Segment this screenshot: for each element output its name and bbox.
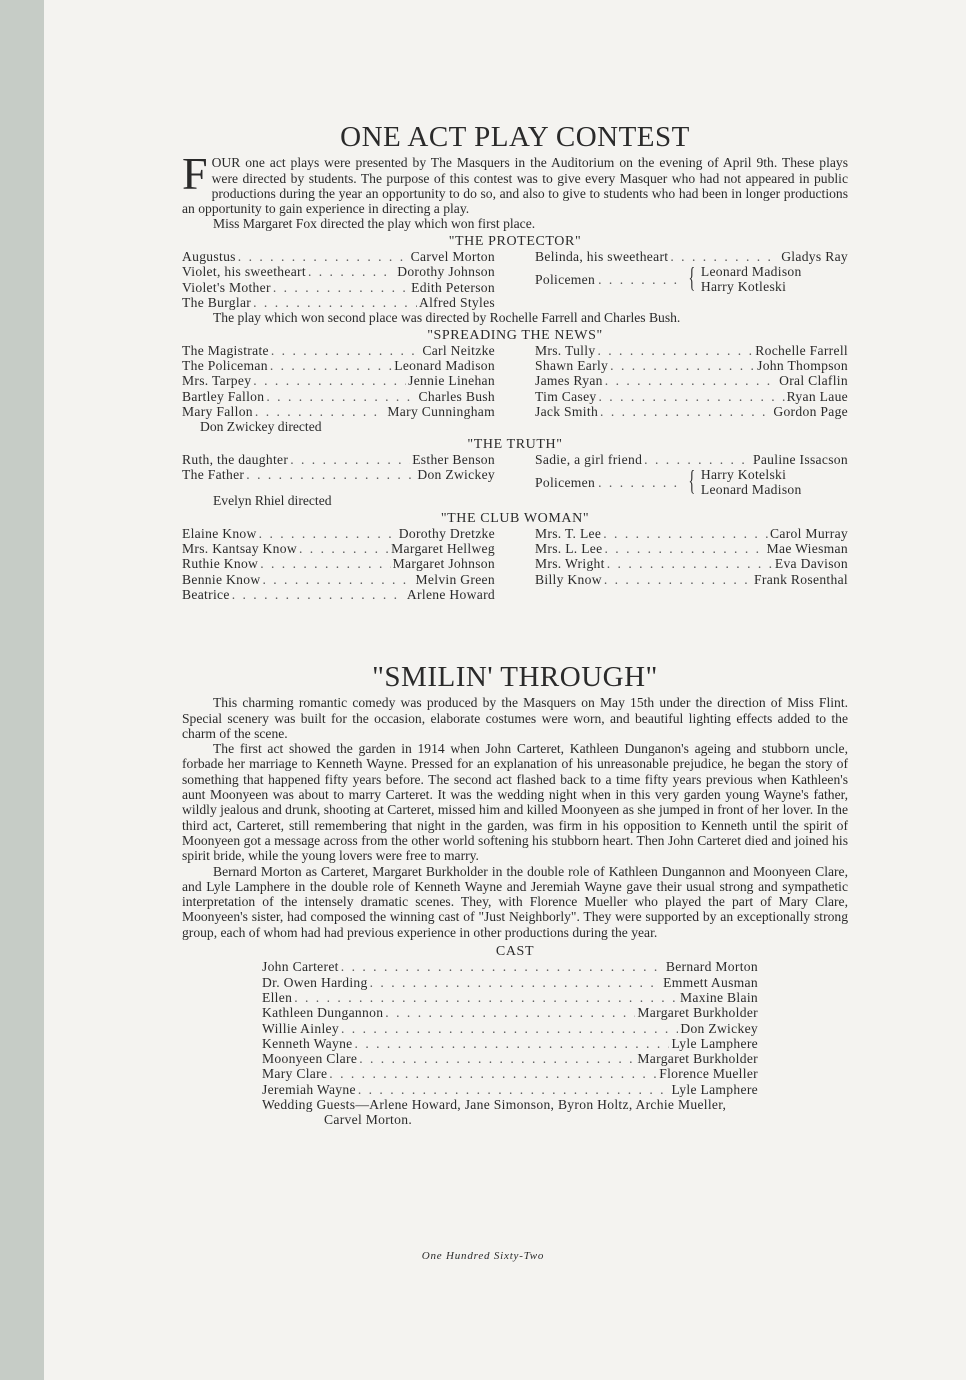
role: Bartley Fallon bbox=[182, 388, 265, 404]
role: Policemen bbox=[535, 474, 596, 490]
actor: Don Zwickey bbox=[680, 1020, 758, 1036]
protector-cast-right bbox=[535, 249, 848, 310]
dot-leader bbox=[271, 343, 420, 358]
cast-row bbox=[182, 295, 495, 310]
wedding-guests: Wedding Guests—Arlene Howard, Jane Simonson, Byron Holtz, Archie Mueller, Carvel Morton. bbox=[262, 1097, 727, 1128]
dot-leader bbox=[308, 264, 395, 279]
role: Mrs. Tarpey bbox=[182, 373, 252, 389]
dot-leader bbox=[238, 249, 409, 264]
dot-leader bbox=[604, 541, 764, 556]
actor: Ryan Laue bbox=[786, 388, 848, 404]
smilin-cast-list bbox=[262, 959, 758, 1127]
play-title-protector: "THE PROTECTOR" bbox=[448, 233, 582, 249]
play-title-spreading-the-news: "SPREADING THE NEWS" bbox=[427, 327, 603, 343]
second-director-line: The play which won second place was directed by Rochelle Farrell and Charles Bush. bbox=[213, 310, 681, 326]
role: Kenneth Wayne bbox=[262, 1035, 353, 1051]
dot-leader bbox=[246, 467, 415, 482]
actor: Leonard Madison bbox=[700, 264, 802, 280]
actor: Dorothy Dretzke bbox=[398, 525, 495, 541]
role: Ellen bbox=[262, 989, 293, 1005]
role: Billy Know bbox=[535, 571, 602, 587]
actor: Harry Kotelski bbox=[700, 467, 787, 483]
dot-leader bbox=[598, 475, 682, 490]
cast-row bbox=[535, 249, 848, 264]
cast-row bbox=[182, 373, 495, 388]
role: Mrs. Wright bbox=[535, 556, 605, 572]
actor: Leonard Madison bbox=[394, 358, 495, 374]
cast-row bbox=[262, 1051, 758, 1066]
protector-cast bbox=[182, 249, 848, 310]
dot-leader bbox=[605, 373, 777, 388]
spreading-director: Don Zwickey directed bbox=[200, 419, 322, 435]
cast-row bbox=[535, 343, 848, 358]
role: Ruth, the daughter bbox=[182, 451, 289, 467]
dot-leader bbox=[341, 1021, 678, 1036]
actor: Maxine Blain bbox=[680, 989, 758, 1005]
dot-leader bbox=[253, 373, 406, 388]
role: The Father bbox=[182, 467, 245, 483]
policemen-row bbox=[535, 467, 848, 497]
actor: Eva Davison bbox=[774, 556, 848, 572]
cast-row bbox=[182, 389, 495, 404]
actor: Lyle Lamphere bbox=[671, 1081, 758, 1097]
cast-row bbox=[262, 1021, 758, 1036]
actor: Margaret Hellweg bbox=[391, 541, 495, 557]
cast-row bbox=[182, 404, 495, 419]
actor: Mae Wiesman bbox=[766, 541, 848, 557]
cast-row bbox=[182, 526, 495, 541]
actor: Frank Rosenthal bbox=[754, 571, 848, 587]
dot-leader bbox=[262, 572, 413, 587]
actor: Harry Kotleski bbox=[700, 279, 787, 295]
actor: Rochelle Farrell bbox=[755, 342, 848, 358]
role: The Magistrate bbox=[182, 342, 269, 358]
cast-heading: CAST bbox=[495, 944, 535, 960]
dot-leader bbox=[260, 556, 390, 571]
dot-leader bbox=[294, 990, 678, 1005]
role: Shawn Early bbox=[535, 358, 609, 374]
role: Violet, his sweetheart bbox=[182, 264, 306, 280]
dot-leader bbox=[370, 975, 661, 990]
dot-leader bbox=[273, 280, 409, 295]
club-cast bbox=[182, 526, 848, 602]
spreading-cast-right bbox=[535, 343, 848, 419]
role: Policemen bbox=[535, 271, 596, 287]
intro-text: OUR one act plays were presented by The Masquers in the Auditorium on the evening of April 9th. These plays were directed by students. The purpose of this contest was to give every Masquer who had not appeared in public productions during the year an opportunity to do so, and also to give to students who had been in longer productions an opportunity to gain experience in directing a play. bbox=[182, 155, 848, 217]
actor: Mary Cunningham bbox=[387, 404, 495, 420]
actor: Jennie Linehan bbox=[408, 373, 495, 389]
truth-cast bbox=[182, 452, 848, 497]
actor: Carvel Morton bbox=[410, 249, 495, 265]
page-number-footer: One Hundred Sixty-Two bbox=[421, 1250, 545, 1262]
truth-cast-right bbox=[535, 452, 848, 497]
dot-leader bbox=[385, 1005, 635, 1020]
cast-row bbox=[535, 452, 848, 467]
dot-leader bbox=[603, 526, 768, 541]
smilin-paragraph: The first act showed the garden in 1914 when John Carteret, Kathleen Dunganon's ageing and stubborn uncle, forbade her marriage to Kenneth Wayne. Pressed for an explanation of his unreasonable prejudice, he began the story of something that happened fifty years before. The second act flashed back to a time fifty years previous when Kathleen's aunt Moonyeen was about to marry Carteret. It was the wedding night when in this very garden young Wayne's father, wildly jealous and drunk, shooting at Carteret, missed him and killed Moonyeen as she jumped in front of her lover. In the third act, Carteret, still remembering that night in the garden, was firm in his opposition to Kenneth until the spirit of Moonyeen got a message across from the other world softening his stubborn heart. Then John Carteret died and joined his spirit bride, while the young lovers were free to marry. bbox=[182, 741, 848, 864]
dot-leader bbox=[355, 1036, 670, 1051]
contest-title: ONE ACT PLAY CONTEST bbox=[340, 121, 690, 153]
club-cast-right bbox=[535, 526, 848, 602]
cast-row bbox=[262, 1066, 758, 1081]
cast-row bbox=[535, 526, 848, 541]
role: John Carteret bbox=[262, 959, 339, 975]
actor: Carl Neitzke bbox=[422, 342, 495, 358]
cast-row bbox=[182, 467, 495, 482]
policemen-names bbox=[701, 467, 802, 497]
dot-leader bbox=[299, 541, 389, 556]
dot-leader bbox=[598, 272, 682, 287]
cast-row bbox=[262, 959, 758, 974]
role: Kathleen Dungannon bbox=[262, 1005, 384, 1021]
smilin-paragraph: Bernard Morton as Carteret, Margaret Burkholder in the double role of Kathleen Dungannon and Moonyeen Clare, and Lyle Lamphere in the double role of Kenneth Wayne and Jeremiah Wayne gave their usual strong and sympathetic interpretation of the intensely dramatic scenes. They, with Florence Mueller who played the part of Mary Clare, Moonyeen's sister, had composed the winning cast of "Just Neighborly". They were supported by an exceptionally strong group, each of whom had had previous experience in other productions during the year. bbox=[182, 863, 848, 940]
actor: Margaret Burkholder bbox=[637, 1005, 758, 1021]
actor: Oral Claflin bbox=[779, 373, 848, 389]
actor: Lyle Lamphere bbox=[671, 1035, 758, 1051]
dot-leader bbox=[604, 572, 752, 587]
dot-leader bbox=[259, 526, 397, 541]
actor: Gladys Ray bbox=[781, 249, 848, 265]
actor: John Thompson bbox=[757, 358, 848, 374]
smilin-section bbox=[182, 661, 848, 1128]
cast-row bbox=[182, 452, 495, 467]
actor: Don Zwickey bbox=[417, 467, 495, 483]
cast-row bbox=[262, 1036, 758, 1051]
dot-leader bbox=[600, 404, 771, 419]
role: Willie Ainley bbox=[262, 1020, 339, 1036]
dot-leader bbox=[329, 1066, 657, 1081]
intro-paragraph bbox=[182, 148, 848, 217]
dot-leader bbox=[607, 556, 773, 571]
smilin-title: "SMILIN' THROUGH" bbox=[372, 661, 658, 693]
club-cast-left bbox=[182, 526, 495, 602]
actor: Margaret Burkholder bbox=[637, 1051, 758, 1067]
actor: Melvin Green bbox=[415, 571, 495, 587]
dot-leader bbox=[255, 404, 386, 419]
role: Dr. Owen Harding bbox=[262, 974, 368, 990]
spreading-cast bbox=[182, 343, 848, 419]
actor: Pauline Issacson bbox=[752, 451, 848, 467]
role: Augustus bbox=[182, 249, 236, 265]
dot-leader bbox=[670, 249, 779, 264]
play-title-the-truth: "THE TRUTH" bbox=[467, 436, 563, 452]
first-director-line: Miss Margaret Fox directed the play which won first place. bbox=[213, 216, 536, 232]
policemen-names bbox=[701, 264, 802, 294]
role: Mary Clare bbox=[262, 1066, 328, 1082]
actor: Arlene Howard bbox=[406, 587, 495, 603]
dot-leader bbox=[359, 1051, 635, 1066]
actor: Margaret Johnson bbox=[392, 556, 495, 572]
actor: Dorothy Johnson bbox=[397, 264, 495, 280]
cast-row bbox=[262, 1082, 758, 1097]
page-edge bbox=[0, 0, 44, 1380]
truth-director: Evelyn Rhiel directed bbox=[213, 493, 332, 509]
role: The Policeman bbox=[182, 358, 268, 374]
actor: Edith Peterson bbox=[411, 279, 495, 295]
cast-row bbox=[535, 373, 848, 388]
dot-leader bbox=[597, 343, 753, 358]
dot-leader bbox=[266, 389, 416, 404]
cast-row bbox=[182, 541, 495, 556]
cast-row bbox=[182, 587, 495, 602]
role: Beatrice bbox=[182, 587, 230, 603]
contest-section bbox=[182, 121, 848, 603]
cast-row bbox=[535, 389, 848, 404]
role: Mrs. Kantsay Know bbox=[182, 541, 297, 557]
truth-cast-left bbox=[182, 452, 495, 497]
dot-leader bbox=[290, 452, 410, 467]
cast-row bbox=[182, 280, 495, 295]
cast-row bbox=[262, 975, 758, 990]
role: Jeremiah Wayne bbox=[262, 1081, 356, 1097]
actor: Carol Murray bbox=[770, 525, 848, 541]
cast-row bbox=[182, 556, 495, 571]
dot-leader bbox=[358, 1082, 670, 1097]
brace-icon: { bbox=[688, 263, 696, 295]
actor: Leonard Madison bbox=[700, 482, 802, 498]
role: Moonyeen Clare bbox=[262, 1051, 358, 1067]
role: Belinda, his sweetheart bbox=[535, 249, 669, 265]
drop-cap: F bbox=[182, 148, 208, 200]
cast-row bbox=[535, 556, 848, 571]
cast-row bbox=[535, 404, 848, 419]
smilin-paragraph: This charming romantic comedy was produced by the Masquers on May 15th under the direction of Miss Flint. Special scenery was built for the occasion, elaborate costumes were worn, and beautiful lighting effects added to the charm of the scene. bbox=[182, 695, 848, 741]
actor: Charles Bush bbox=[418, 388, 495, 404]
cast-row bbox=[182, 572, 495, 587]
actor: Bernard Morton bbox=[665, 959, 758, 975]
cast-row bbox=[262, 1005, 758, 1020]
actor: Esther Benson bbox=[412, 451, 495, 467]
dot-leader bbox=[270, 358, 392, 373]
role: Tim Casey bbox=[535, 388, 597, 404]
cast-row bbox=[182, 358, 495, 373]
spreading-cast-left bbox=[182, 343, 495, 419]
role: Violet's Mother bbox=[182, 279, 271, 295]
role: Bennie Know bbox=[182, 571, 261, 587]
role: Mary Fallon bbox=[182, 404, 253, 420]
dot-leader bbox=[644, 452, 751, 467]
role: Elaine Know bbox=[182, 525, 257, 541]
role: The Burglar bbox=[182, 294, 252, 310]
dot-leader bbox=[253, 295, 417, 310]
actor: Gordon Page bbox=[773, 404, 848, 420]
role: Mrs. Tully bbox=[535, 342, 596, 358]
role: Ruthie Know bbox=[182, 556, 259, 572]
policemen-row bbox=[535, 264, 848, 294]
role: Jack Smith bbox=[535, 404, 599, 420]
dot-leader bbox=[232, 587, 405, 602]
actor: Emmett Ausman bbox=[663, 974, 758, 990]
dot-leader bbox=[610, 358, 755, 373]
role: James Ryan bbox=[535, 373, 603, 389]
cast-row bbox=[535, 541, 848, 556]
cast-row bbox=[535, 572, 848, 587]
role: Mrs. L. Lee bbox=[535, 541, 603, 557]
actor: Alfred Styles bbox=[418, 294, 495, 310]
actor: Florence Mueller bbox=[659, 1066, 758, 1082]
cast-row bbox=[535, 358, 848, 373]
play-title-the-club-woman: "THE CLUB WOMAN" bbox=[440, 510, 590, 526]
cast-row bbox=[182, 343, 495, 358]
cast-row bbox=[262, 990, 758, 1005]
protector-cast-left bbox=[182, 249, 495, 310]
cast-row bbox=[182, 249, 495, 264]
role: Sadie, a girl friend bbox=[535, 451, 643, 467]
cast-row bbox=[182, 264, 495, 279]
brace-icon: { bbox=[688, 466, 696, 498]
dot-leader bbox=[599, 389, 785, 404]
role: Mrs. T. Lee bbox=[535, 525, 602, 541]
dot-leader bbox=[341, 959, 664, 974]
